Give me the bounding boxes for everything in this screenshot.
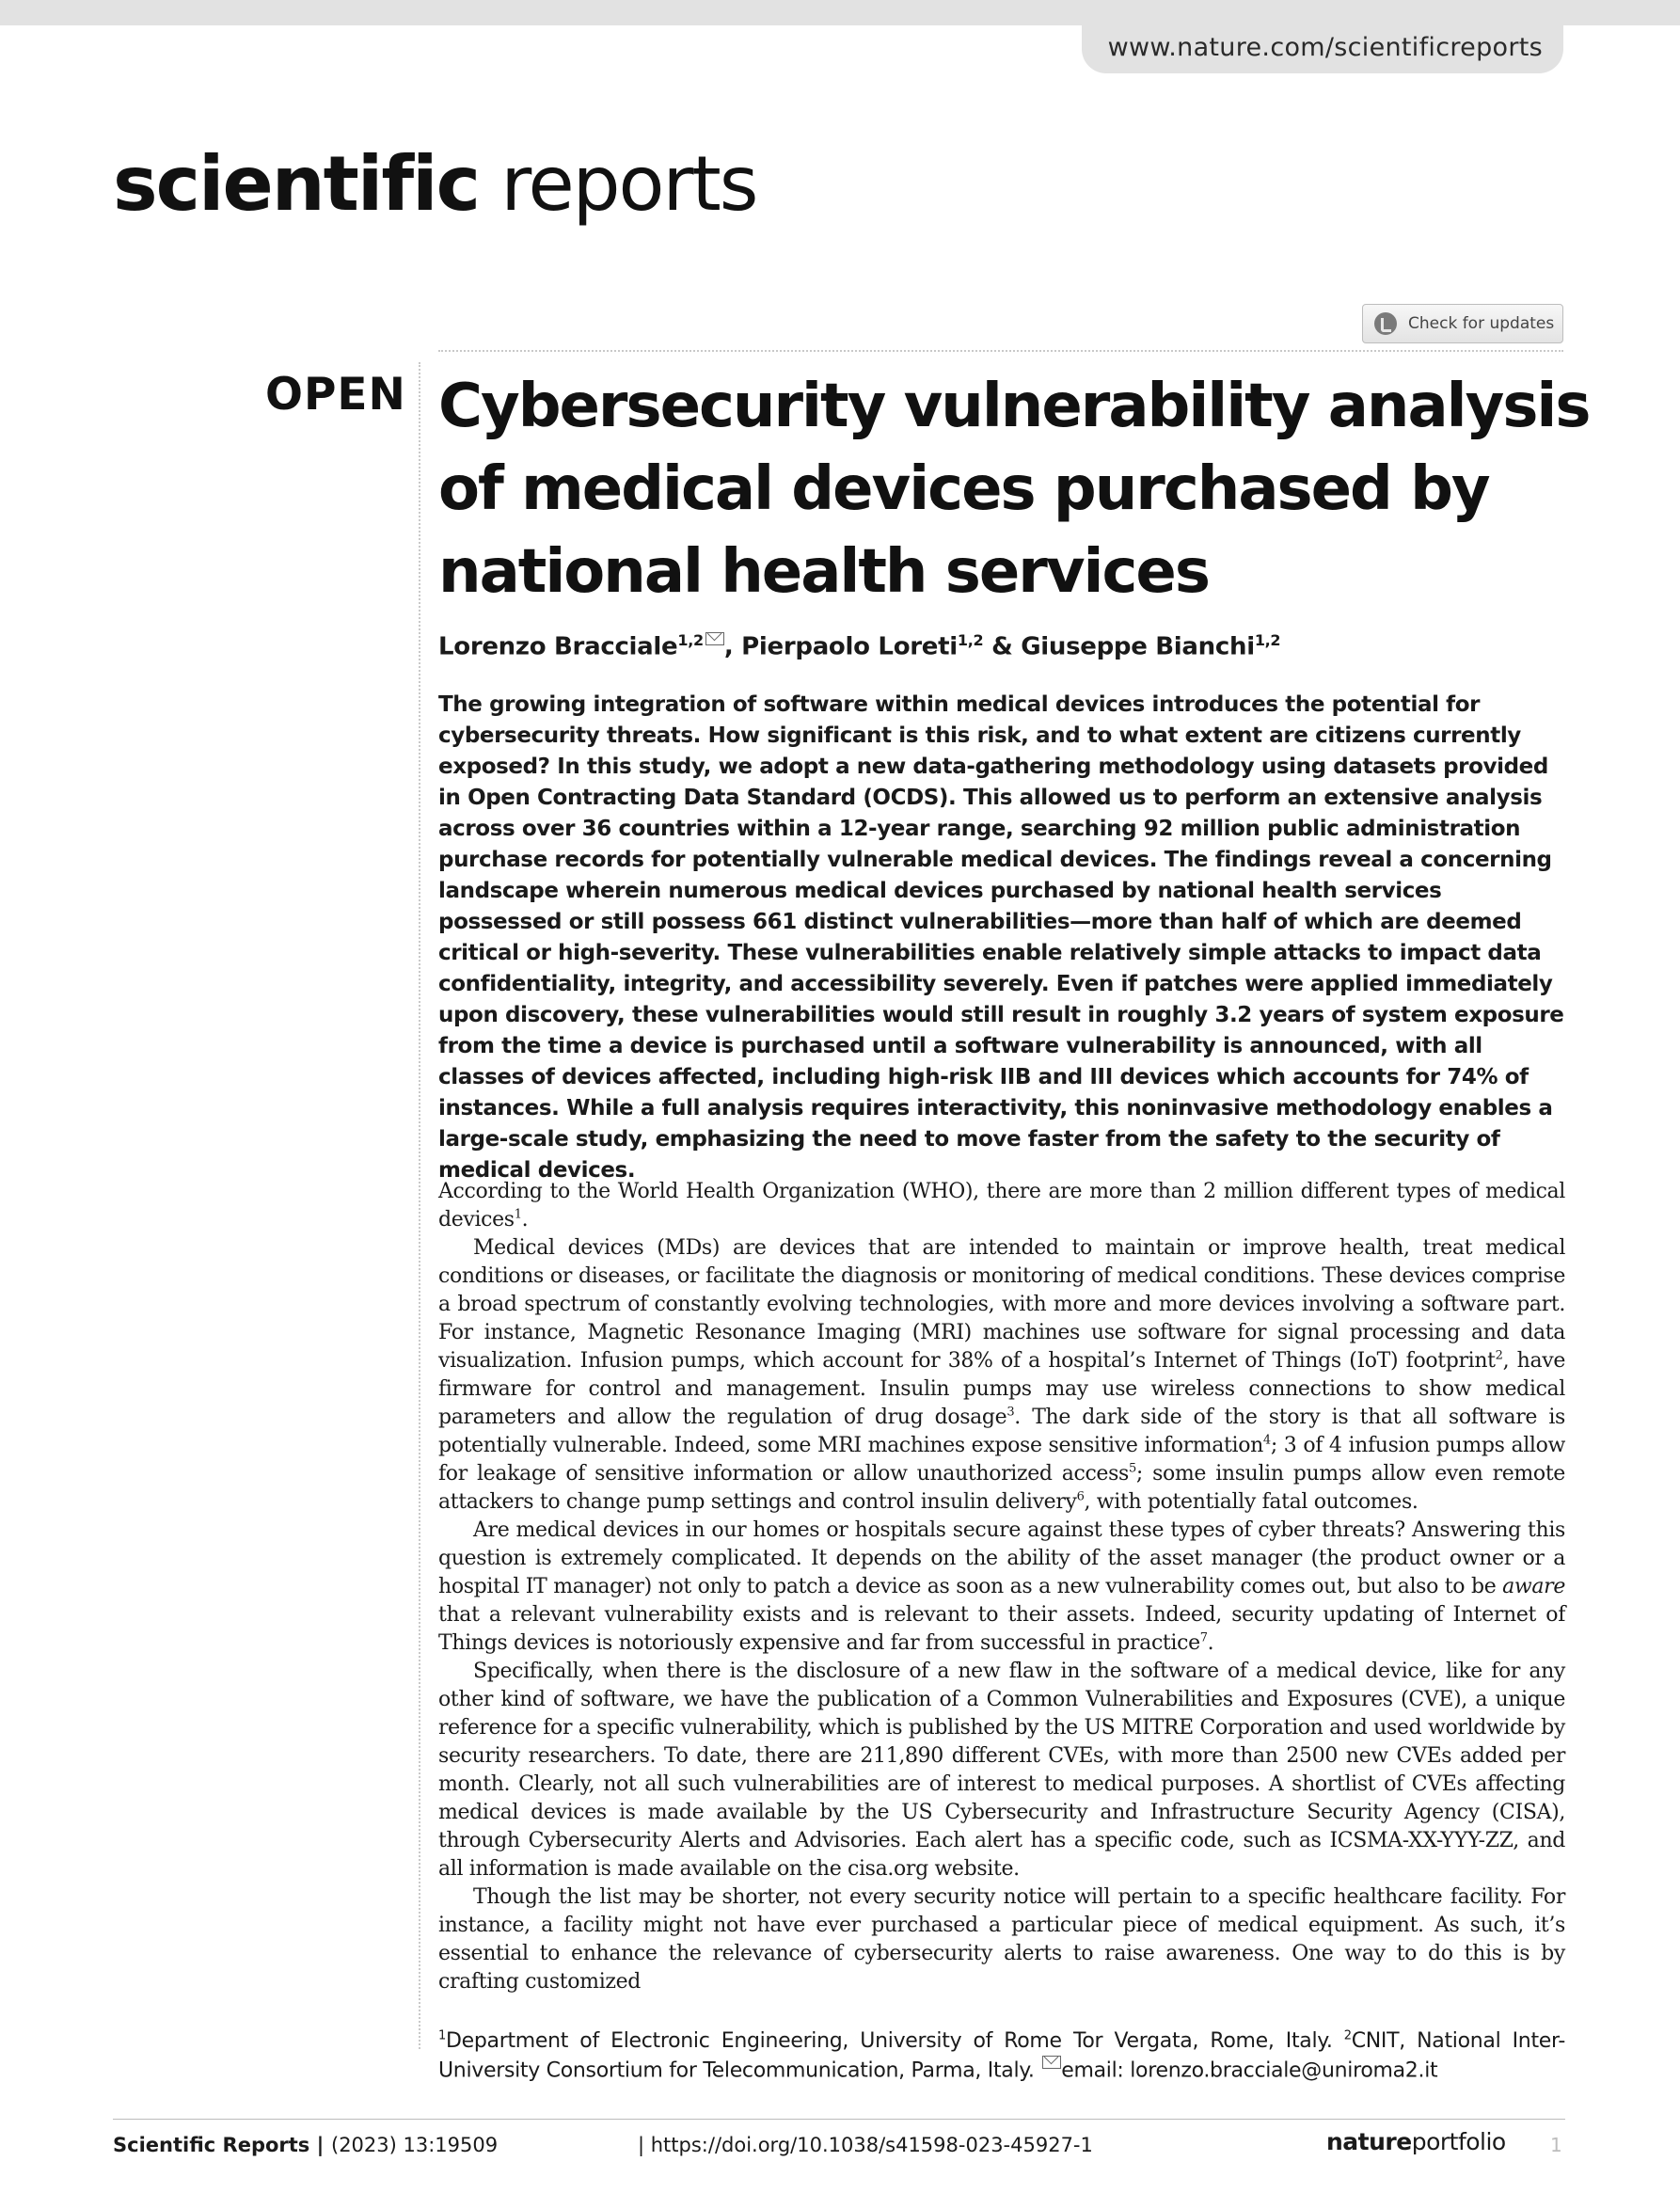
emphasis-text: aware bbox=[1502, 1575, 1565, 1598]
body-text: , with potentially fatal outcomes. bbox=[1084, 1490, 1418, 1514]
body-text: According to the World Health Organization (WHO), there are more than 2 million different types of medical devices bbox=[438, 1180, 1565, 1232]
body-text: that a relevant vulnerability exists and is relevant to their assets. Indeed, security updating of Internet of Things devices is notoriously expensive and far from successful in practice bbox=[438, 1603, 1565, 1655]
abstract: The growing integration of software within medical devices introduces the potential for cybersecurity threats. How significant is this risk, and to what extent are citizens currently exposed? In this study, we adopt a new data-gathering methodology using datasets provided in Open Contracting Data Standard (OCDS). This allowed us to perform an extensive analysis across over 36 countries within a 12-year range, searching 92 million public administration purchase records for potentially vulnerable medical devices. The findings reveal a concerning landscape wherein numerous medical devices purchased by national health services possessed or still possess 661 distinct vulnerabilities—more than half of which are deemed critical or high-severity. These vulnerabilities enable relatively simple attacks to impact data confidentiality, integrity, and accessibility severely. Even if patches were applied immediately upon discovery, these vulnerabilities would still result in roughly 3.2 years of system exposure from the time a device is purchased until a software vulnerability is announced, with all classes of devices affected, including high-risk IIB and III devices which accounts for 74% of instances. While a full analysis requires interactivity, this noninvasive methodology enables a large-scale study, emphasizing the need to move faster from the safety to the security of medical devices. bbox=[438, 692, 1564, 1183]
article-title: Cybersecurity vulnerability analysis of medical devices purchased by national health services bbox=[438, 372, 1590, 607]
body-text: , have firmware for control and management. Insulin pumps may use wireless connections to show medical parameters and allow the regulation of drug dosage bbox=[438, 1349, 1565, 1429]
reference-link[interactable]: 5 bbox=[1128, 1461, 1136, 1476]
page-number: 1 bbox=[1550, 2134, 1562, 2156]
open-access-label: OPEN bbox=[265, 369, 406, 421]
logo-light: reports bbox=[478, 140, 757, 228]
body-text: . bbox=[1207, 1631, 1214, 1655]
footer-rule bbox=[113, 2119, 1565, 2120]
footer-volume: (2023) 13:19509 bbox=[331, 2134, 499, 2156]
footer-journal: Scientific Reports | bbox=[113, 2134, 325, 2156]
reference-link[interactable]: 4 bbox=[1262, 1433, 1271, 1448]
author-affiliation: 1,2 bbox=[1254, 631, 1281, 649]
author-separator: , bbox=[723, 632, 742, 661]
affiliation-text: Department of Electronic Engineering, University of Rome Tor Vergata, Rome, Italy. bbox=[445, 2029, 1344, 2053]
author-separator: & bbox=[983, 632, 1022, 661]
top-bar bbox=[0, 0, 1680, 25]
affiliations bbox=[438, 2026, 1565, 2085]
journal-url[interactable]: www.nature.com/scientificreports bbox=[1082, 25, 1563, 73]
reference-link[interactable]: 2 bbox=[1495, 1348, 1503, 1363]
reference-link[interactable]: 7 bbox=[1199, 1630, 1208, 1645]
body-paragraph: Though the list may be shorter, not every security notice will pertain to a specific healthcare facility. For instance, a facility might not have ever purchased a particular piece of medical equipment. As such, it’s essential to enhance the relevance of cybersecurity alerts to raise awareness. One way to do this is by crafting customized bbox=[438, 1885, 1565, 1994]
body-paragraph bbox=[438, 1234, 1565, 1517]
body-text: Medical devices (MDs) are devices that are intended to maintain or improve health, treat medical conditions or diseases, or facilitate the diagnosis or monitoring of medical conditions. These devices comprise a broad spectrum of constantly evolving technologies, with more and more devices involving a software part. For instance, Magnetic Resonance Imaging (MRI) machines use software for signal processing and data visualization. Infusion pumps, which account for 38% of a hospital’s Internet of Things (IoT) footprint bbox=[438, 1236, 1565, 1373]
author-affiliation: 1,2 bbox=[677, 631, 704, 649]
body-text: ; 3 of 4 infusion pumps allow for leakage of sensitive information or allow unauthorized access bbox=[438, 1434, 1565, 1486]
header-divider bbox=[438, 350, 1563, 352]
logo-bold: scientific bbox=[113, 140, 479, 228]
publisher-logo-light: portfolio bbox=[1411, 2128, 1506, 2155]
body-paragraph bbox=[438, 1178, 1565, 1234]
journal-logo bbox=[113, 139, 756, 230]
body-paragraph bbox=[438, 1517, 1565, 1658]
publisher-logo-bold: nature bbox=[1326, 2128, 1412, 2155]
body-text: ; some insulin pumps allow even remote attackers to change pump settings and control insulin delivery bbox=[438, 1462, 1565, 1514]
body-text: . bbox=[521, 1208, 529, 1232]
crossmark-icon bbox=[1374, 312, 1397, 335]
check-for-updates-label: Check for updates bbox=[1408, 314, 1555, 333]
author-affiliation: 1,2 bbox=[957, 631, 984, 649]
check-for-updates-button[interactable] bbox=[1362, 304, 1563, 343]
envelope-icon bbox=[1042, 2056, 1061, 2069]
body-text: Are medical devices in our homes or hospitals secure against these types of cyber threats? Answering this question is extremely complicated. It depends on the ability of the asset manager (the product owner or a hospital IT manager) not only to patch a device as soon as a new vulnerability comes out, but also to be bbox=[438, 1518, 1565, 1598]
reference-link[interactable]: 1 bbox=[514, 1207, 522, 1222]
body-paragraph: Specifically, when there is the disclosure of a new flaw in the software of a medical device, like for any other kind of software, we have the publication of a Common Vulnerabilities and Exposures (CVE), a unique reference for a specific vulnerability, which is published by the US MITRE Corporation and used worldwide by security researchers. To date, there are 211,890 different CVEs, with more than 2500 new CVEs added per month. Clearly, not all such vulnerabilities are of interest to medical purposes. A shortlist of CVEs affecting medical devices is made available by the US Cybersecurity and Infrastructure Security Agency (CISA), through Cybersecurity Alerts and Advisories. Each alert has a specific code, such as ICSMA-XX-YYY-ZZ, and all information is made available on the cisa.org website. bbox=[438, 1660, 1565, 1881]
author-name[interactable]: Lorenzo Bracciale bbox=[438, 632, 678, 661]
author-name[interactable]: Giuseppe Bianchi bbox=[1021, 632, 1255, 661]
body-text: . The dark side of the story is that all software is potentially vulnerable. Indeed, some MRI machines expose sensitive information bbox=[438, 1406, 1565, 1457]
margin-divider bbox=[419, 362, 420, 2049]
affiliation-text: CNIT, National Inter-University Consortium for Telecommunication, Parma, Italy. bbox=[438, 2029, 1565, 2083]
envelope-icon[interactable] bbox=[705, 632, 724, 645]
author-name[interactable]: Pierpaolo Loreti bbox=[741, 632, 958, 661]
reference-link[interactable]: 6 bbox=[1076, 1489, 1085, 1504]
corresponding-email[interactable]: email: lorenzo.bracciale@uniroma2.it bbox=[1061, 2058, 1438, 2083]
affiliation-marker: 2 bbox=[1343, 2028, 1352, 2043]
reference-link[interactable]: 3 bbox=[1006, 1405, 1015, 1420]
affiliation-marker: 1 bbox=[438, 2028, 446, 2043]
footer-doi-link[interactable]: | https://doi.org/10.1038/s41598-023-45927-1 bbox=[638, 2134, 1093, 2156]
publisher-logo bbox=[1326, 2128, 1506, 2155]
author-list bbox=[438, 631, 1280, 661]
article-body bbox=[438, 1178, 1565, 1996]
